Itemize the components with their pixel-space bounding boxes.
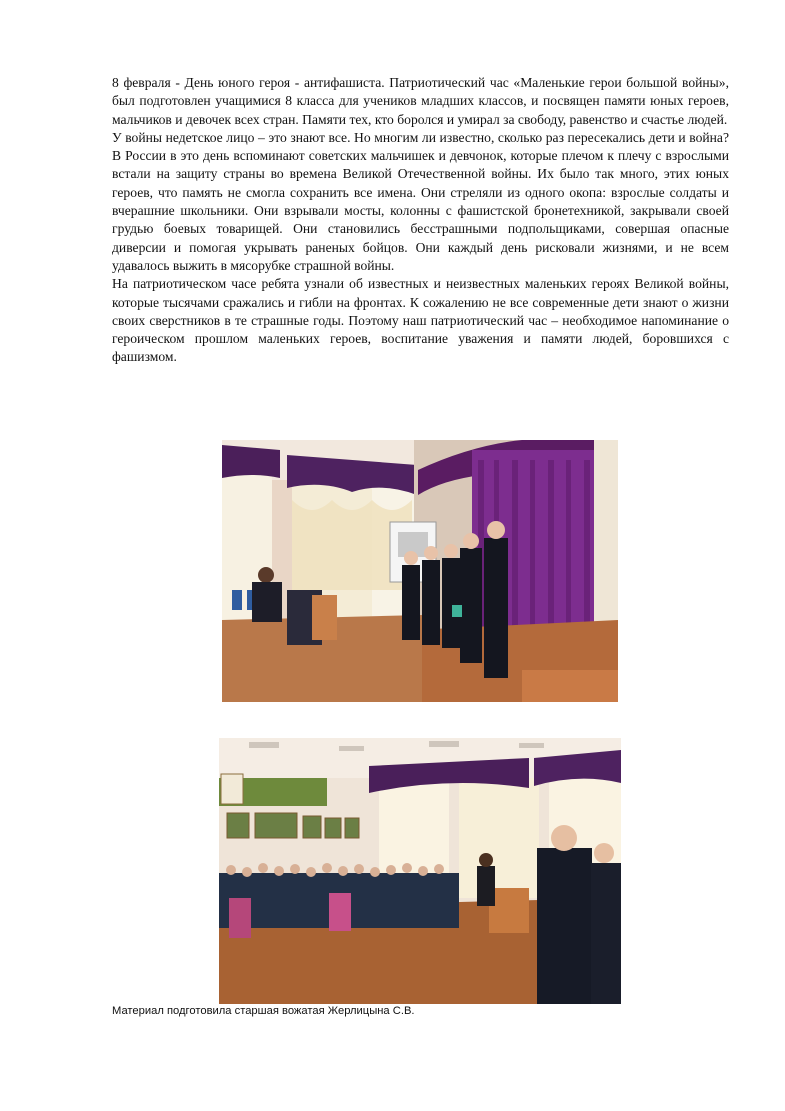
article-paragraph-1: 8 февраля - День юного героя - антифашиста. Патриотический час «Маленькие герои большой войны», был подготовлен учащимися 8 класса для учеников младших классов, и посвящен памяти юных героев, мальчиков и девочек всех стран. Памяти тех, кто боролся и умирал за свободу, равенство и счастье людей. <box>112 75 729 127</box>
stage-photo <box>222 440 618 702</box>
author-caption: Материал подготовила старшая вожатая Жерлицына С.В. <box>112 1005 415 1017</box>
article-paragraph-2: У войны недетское лицо – это знают все. Но многим ли известно, сколько раз пересекались дети и война? В России в это день вспоминают советских мальчишек и девчонок, которые плечом к плечу с взрослыми встали на защиту страны во времена Великой Отечественной войны. Их было так много, этих юных героев, что память не смогла сохранить все имена. Они стреляли из одного окопа: взрослые солдаты и вчерашние школьники. Они взрывали мосты, колонны с фашистской бронетехникой, закрывали своей грудью боевых товарищей. Они становились бесстрашными подпольщиками, совершая опасные диверсии и помогая укрывать раненых бойцов. Они каждый день рисковали жизнями, и не всем удавалось выжить в мясорубке страшной войны. <box>112 129 729 273</box>
article-body <box>112 74 729 367</box>
article-paragraph-3: На патриотическом часе ребята узнали об известных и неизвестных маленьких героях Великой войны, которые тысячами сражались и гибли на фронтах. К сожалению не все современные дети знают о жизни своих сверстников в те страшные годы. Поэтому наш патриотический час – необходимое напоминание о героическом прошлом маленьких героев, воспитание уважения и памяти людей, боровшихся с фашизмом. <box>112 276 729 365</box>
audience-photo <box>219 738 621 1004</box>
